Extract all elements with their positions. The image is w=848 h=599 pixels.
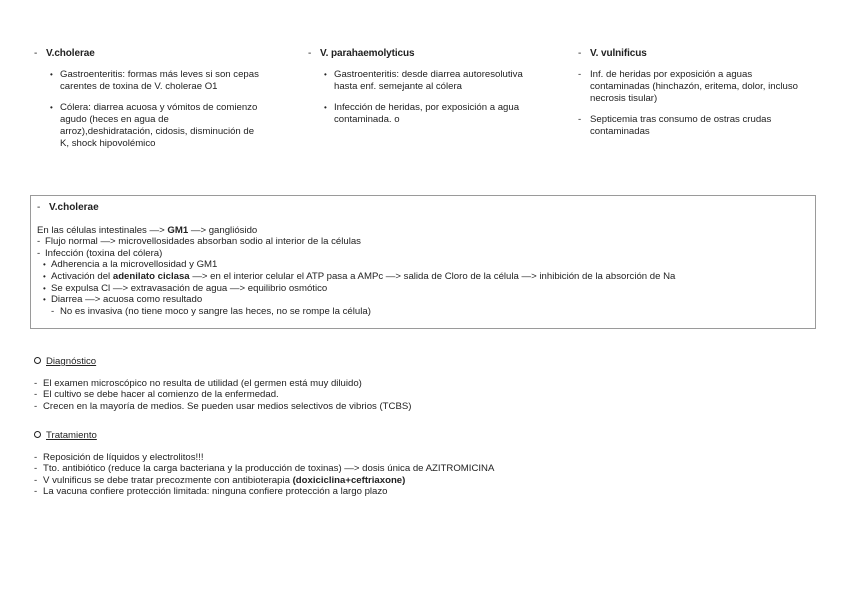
- list-item: - La vacuna confiere protección limitada: ninguna confiere protección a largo plazo: [34, 486, 494, 498]
- column-title: - V. parahaemolyticus: [308, 48, 415, 59]
- column-list: [48, 69, 264, 150]
- list-item: - V vulnificus se debe tratar precozmente con antibioterapia (doxiciclina+ceftriaxone): [34, 475, 494, 487]
- box-line-diarrea: • Diarrea —> acuosa como resultado: [37, 294, 809, 306]
- box-line-adherencia: • Adherencia a la microvellosidad y GM1: [37, 259, 809, 271]
- column-v-cholerae: [34, 48, 264, 150]
- list-item: - Reposición de líquidos y electrolitos!!!: [34, 452, 494, 464]
- box-line-infeccion: - Infección (toxina del cólera): [37, 248, 809, 260]
- list-item: - El examen microscópico no resulta de utilidad (el germen está muy diluido): [34, 378, 411, 390]
- list-item: • Gastroenteritis: desde diarrea autoresolutiva hasta enf. semejante al cólera: [322, 69, 534, 93]
- list-item: • Gastroenteritis: formas más leves si son cepas carentes de toxina de V. cholerae O1: [48, 69, 264, 93]
- circle-bullet-icon: [34, 431, 41, 438]
- list-item: - Septicemia tras consumo de ostras crudas contaminadas: [578, 114, 810, 138]
- column-title: - V.cholerae: [34, 48, 95, 59]
- column-list: [578, 69, 810, 138]
- list-item: - Crecen en la mayoría de medios. Se pueden usar medios selectivos de vibrios (TCBS): [34, 401, 411, 413]
- section-heading: Diagnóstico: [34, 356, 411, 368]
- box-line-invasiva: - No es invasiva (no tiene moco y sangre las heces, no se rompe la célula): [37, 306, 809, 318]
- circle-bullet-icon: [34, 357, 41, 364]
- box-line-flujo: - Flujo normal —> microvellosidades absorban sodio al interior de la células: [37, 236, 809, 248]
- column-title: - V. vulnificus: [578, 48, 647, 59]
- list-item: - El cultivo se debe hacer al comienzo de la enfermedad.: [34, 389, 411, 401]
- list-item: - Tto. antibiótico (reduce la carga bacteriana y la producción de toxinas) —> dosis única de AZITROMICINA: [34, 463, 494, 475]
- box-title: - V.cholerae: [37, 202, 99, 213]
- box-line-activacion: • Activación del adenilato ciclasa —> en el interior celular el ATP pasa a AMPc —> salida de Cloro de la célula —> inhibición de la absorción de Na: [37, 271, 809, 283]
- box-line-expulsa: • Se expulsa Cl —> extravasación de agua —> equilibrio osmótico: [37, 283, 809, 295]
- column-v-vulnificus: [578, 48, 810, 138]
- column-v-parahaemolyticus: [308, 48, 534, 126]
- diagnostico-section: [34, 356, 411, 412]
- list-item: - Inf. de heridas por exposición a aguas contaminadas (hinchazón, eritema, dolor, incluso necrosis tisular): [578, 69, 810, 105]
- pathogenesis-box: [30, 195, 816, 329]
- section-heading: Tratamiento: [34, 430, 494, 442]
- list-item: • Infección de heridas, por exposición a agua contaminada. o: [322, 102, 534, 126]
- box-intro: En las células intestinales —> GM1 —> gangliósido: [37, 224, 258, 236]
- tratamiento-section: [34, 430, 494, 498]
- column-list: [322, 69, 534, 126]
- list-item: • Cólera: diarrea acuosa y vómitos de comienzo agudo (heces en agua de arroz),deshidratación, cidosis, disminución de K, shock hipovolémico: [48, 102, 264, 150]
